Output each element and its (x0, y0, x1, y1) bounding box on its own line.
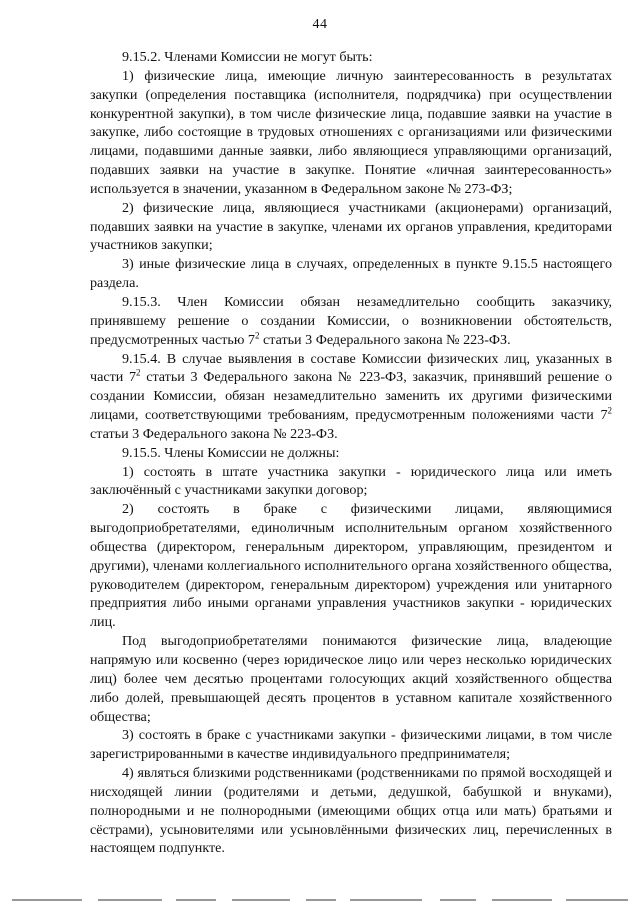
paragraph-beneficiaries-definition: Под выгодоприобретателями понимаются физические лица, владеющие напрямую или косвенно (через юридическое лицо или через несколько юридических лиц) более чем десятью процентами голосующих акций хозяйственного общества либо долей, превышающей десять процентов в уставном капитале хозяйственного общества; (90, 633, 612, 725)
paragraph-9-15-2-item-2: 2) физические лица, являющиеся участниками (акционерами) организаций, подавших заявки на участие в закупке, членами их органов управления, кредиторами участников закупки; (90, 199, 612, 254)
scan-mark (176, 899, 216, 901)
scan-mark (306, 899, 336, 901)
scan-mark (566, 899, 628, 901)
paragraph-9-15-5-item-2: 2) состоять в браке с физическими лицами, являющимися выгодоприобретателями, единоличным исполнительным органом хозяйственного общества (директором, генеральным директором, управляющим, президентом и другими), членами коллегиального исполнительного органа хозяйственного общества, руководителем (директором, генеральным директором) учреждения или унитарного предприятия либо иными органами управления участников закупки - юридических лиц. (90, 501, 612, 631)
paragraph-9-15-5-item-4: 4) являться близкими родственниками (родственниками по прямой восходящей и нисходящей линии (родителями и детьми, дедушкой, бабушкой и внуками), полнородными и не полнородными (имеющими общих отца или мать) братьями и сёстрами), усыновителями или усыновлёнными физических лиц, перечисленных в настоящем подпункте. (90, 765, 612, 857)
scan-mark (440, 899, 476, 901)
scan-mark (350, 899, 422, 901)
paragraph-9-15-4-text-c: статьи 3 Федерального закона № 223-ФЗ. (90, 425, 338, 442)
paragraph-9-15-4-text-b: статьи 3 Федерального закона № 223-ФЗ, заказчик, принявший решение о создании Комиссии, обязан незамедлительно заменить их другими физическими лицами, соответствующими требованиям, предусмотренным положениями части 7 (90, 369, 612, 424)
scan-mark (492, 899, 552, 901)
paragraph-9-15-3-text-a: 9.15.3. Член Комиссии обязан незамедлительно сообщить заказчику, принявшему решение о создании Комиссии, о возникновении обстоятельств, предусмотренных частью 7 (90, 293, 612, 348)
superscript: 2 (136, 367, 141, 378)
paragraph-9-15-3-text-b: статьи 3 Федерального закона № 223-ФЗ. (259, 331, 511, 348)
paragraph-9-15-5-item-3: 3) состоять в браке с участниками закупки - физическими лицами, в том числе зарегистрированными в качестве индивидуального предпринимателя; (90, 727, 612, 763)
paragraph-9-15-5-item-1: 1) состоять в штате участника закупки - юридического лица или иметь заключённый с участниками закупки договор; (90, 463, 612, 499)
paragraph-9-15-4-text-a: 9.15.4. В случае выявления в составе Комиссии физических лиц, указанных в части 7 (90, 350, 612, 386)
superscript: 2 (254, 329, 260, 340)
superscript: 2 (607, 405, 612, 416)
document-body (90, 48, 612, 858)
paragraph-9-15-3 (90, 293, 612, 350)
paragraph-9-15-2-heading: 9.15.2. Членами Комиссии не могут быть: (122, 49, 373, 65)
scan-mark (12, 899, 82, 901)
paragraph-9-15-4 (90, 350, 612, 444)
scan-mark (232, 899, 290, 901)
scan-edge-artifact (0, 893, 640, 905)
paragraph-9-15-2-item-3: 3) иные физические лица в случаях, определенных в пункте 9.15.5 настоящего раздела. (90, 256, 612, 292)
page-number: 44 (312, 17, 328, 32)
scan-mark (98, 899, 162, 901)
paragraph-9-15-5-heading: 9.15.5. Члены Комиссии не должны: (122, 444, 340, 461)
paragraph-9-15-2-item-1: 1) физические лица, имеющие личную заинтересованность в результатах закупки (определения поставщика (исполнителя, подрядчика) при осуществлении конкурентной закупки), в том числе физические лица, подавшие заявки на участие в закупке, либо состоящие в трудовых отношениях с организациями или физическими лицами, подавшими данные заявки, либо являющиеся управляющими организаций, подавших заявки на участие в закупке. Понятие «личная заинтересованность» используется в значении, указанном в Федеральном законе № 273-ФЗ; (90, 67, 612, 197)
